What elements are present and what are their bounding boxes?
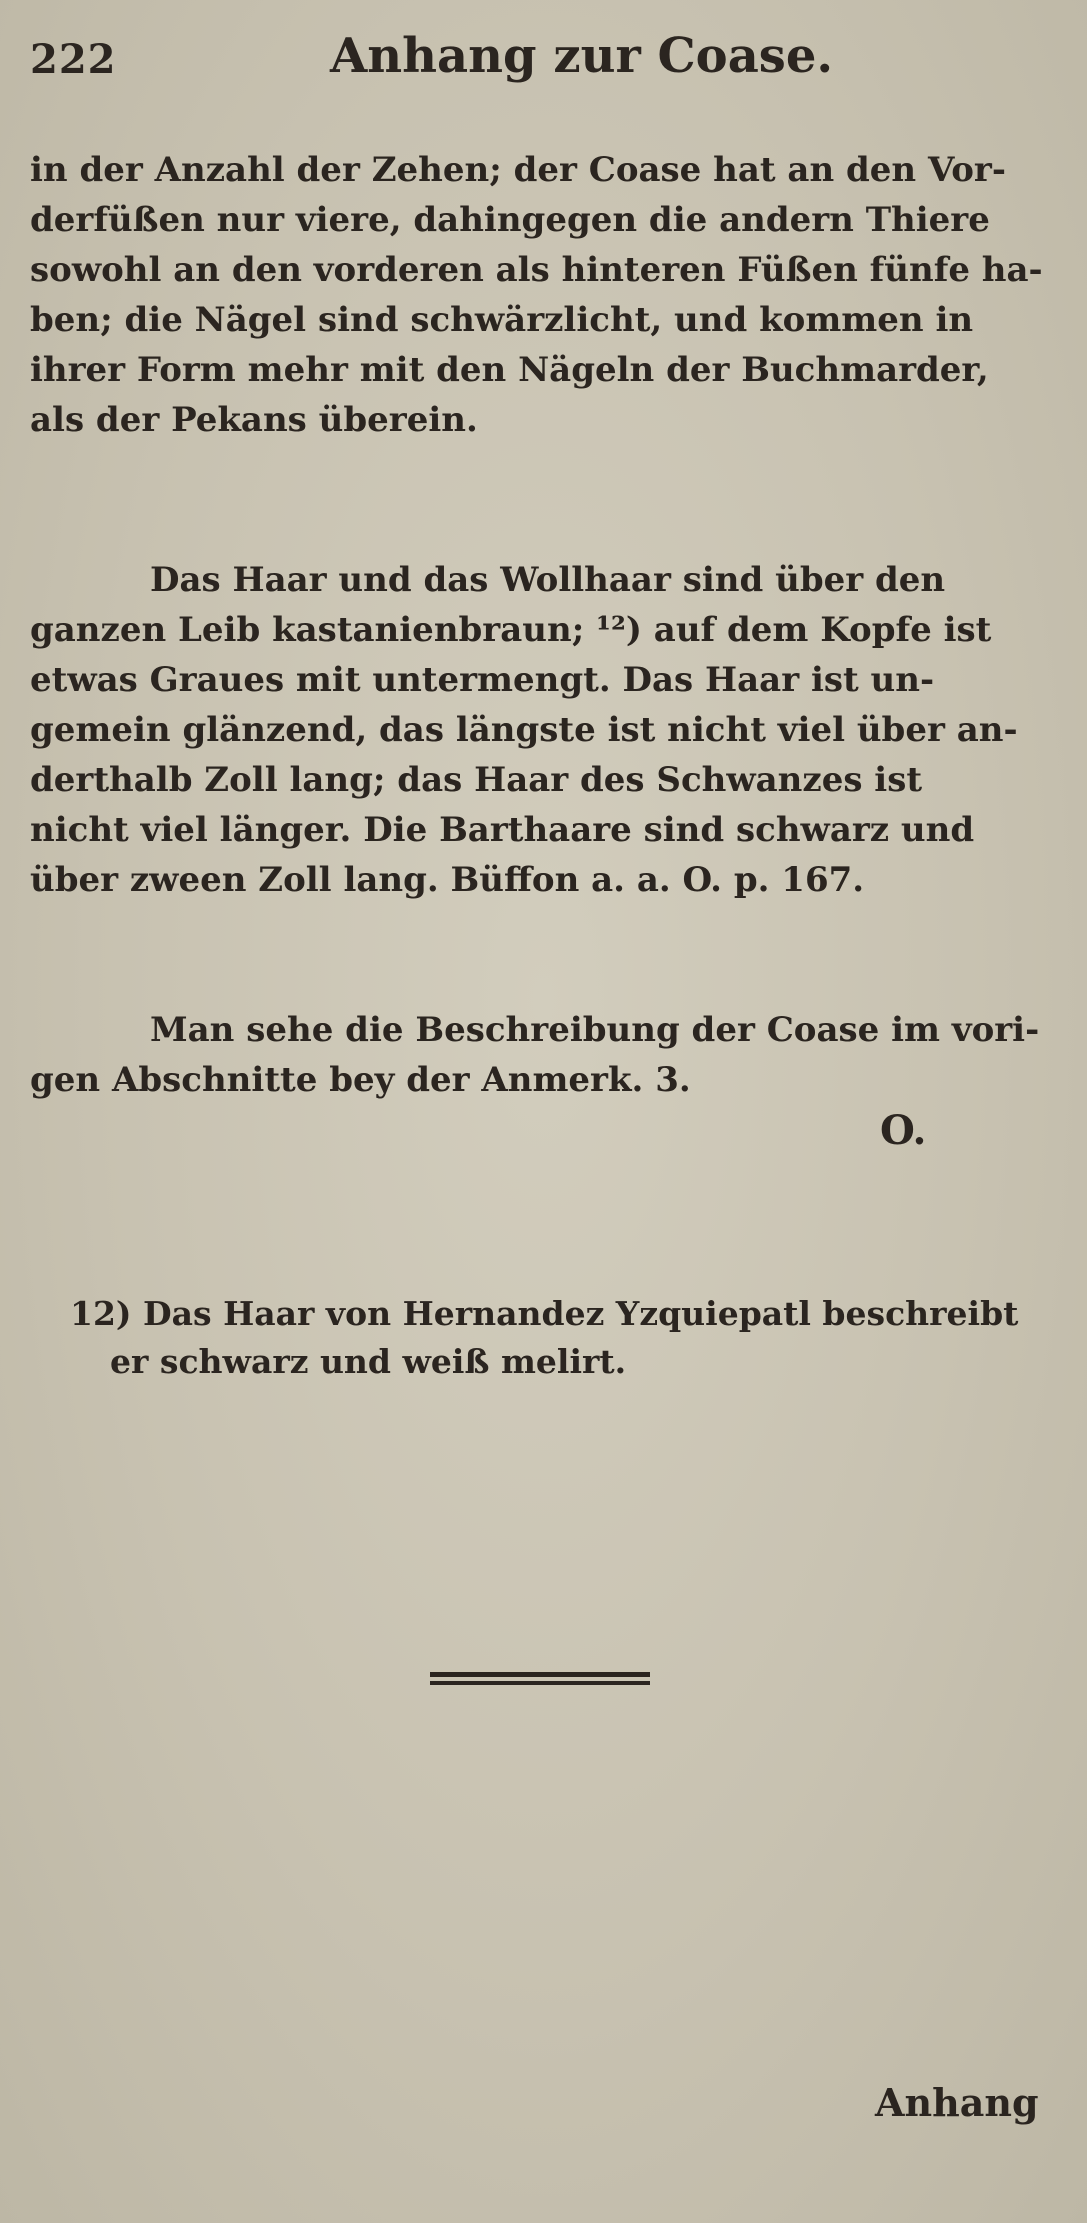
paragraph-3 xyxy=(30,1005,1070,1105)
text-line: etwas Graues mit untermengt. Das Haar ist un- xyxy=(30,660,935,700)
text-line: gemein glänzend, das längste ist nicht viel über an- xyxy=(30,710,1018,750)
text-line: gen Abschnitte bey der Anmerk. 3. xyxy=(30,1060,691,1100)
text-line: derthalb Zoll lang; das Haar des Schwanzes ist xyxy=(30,760,923,800)
page-number: 222 xyxy=(30,36,117,83)
footnote-line: 12) Das Haar von Hernandez Yzquiepatl beschreibt xyxy=(70,1294,1019,1333)
text-line: ben; die Nägel sind schwärzlicht, und kommen in xyxy=(30,300,974,340)
footnote xyxy=(70,1290,1070,1386)
text-line: ihrer Form mehr mit den Nägeln der Buchmarder, xyxy=(30,350,989,390)
author-signature: O. xyxy=(880,1107,927,1154)
text-line: sowohl an den vorderen als hinteren Füßen fünfe ha- xyxy=(30,250,1043,290)
paragraph-2 xyxy=(30,555,1070,905)
footnote-line: er schwarz und weiß melirt. xyxy=(110,1342,627,1381)
text-line: über zween Zoll lang. Büffon a. a. O. p. 167. xyxy=(30,860,865,900)
text-line: in der Anzahl der Zehen; der Coase hat an den Vor- xyxy=(30,150,1006,190)
text-line: Man sehe die Beschreibung der Coase im vori- xyxy=(150,1010,1040,1050)
text-line: ganzen Leib kastanienbraun; ¹²) auf dem Kopfe ist xyxy=(30,610,992,650)
text-line: nicht viel länger. Die Barthaare sind schwarz und xyxy=(30,810,975,850)
catchword: Anhang xyxy=(875,2080,1039,2125)
divider-rule-thin xyxy=(430,1681,650,1685)
running-head: Anhang zur Coase. xyxy=(330,28,834,84)
text-line: als der Pekans überein. xyxy=(30,400,478,440)
paragraph-1 xyxy=(30,145,1070,445)
section-divider xyxy=(430,1672,650,1688)
text-line: derfüßen nur viere, dahingegen die andern Thiere xyxy=(30,200,990,240)
text-line: Das Haar und das Wollhaar sind über den xyxy=(150,560,946,600)
divider-rule-thick xyxy=(430,1672,650,1677)
